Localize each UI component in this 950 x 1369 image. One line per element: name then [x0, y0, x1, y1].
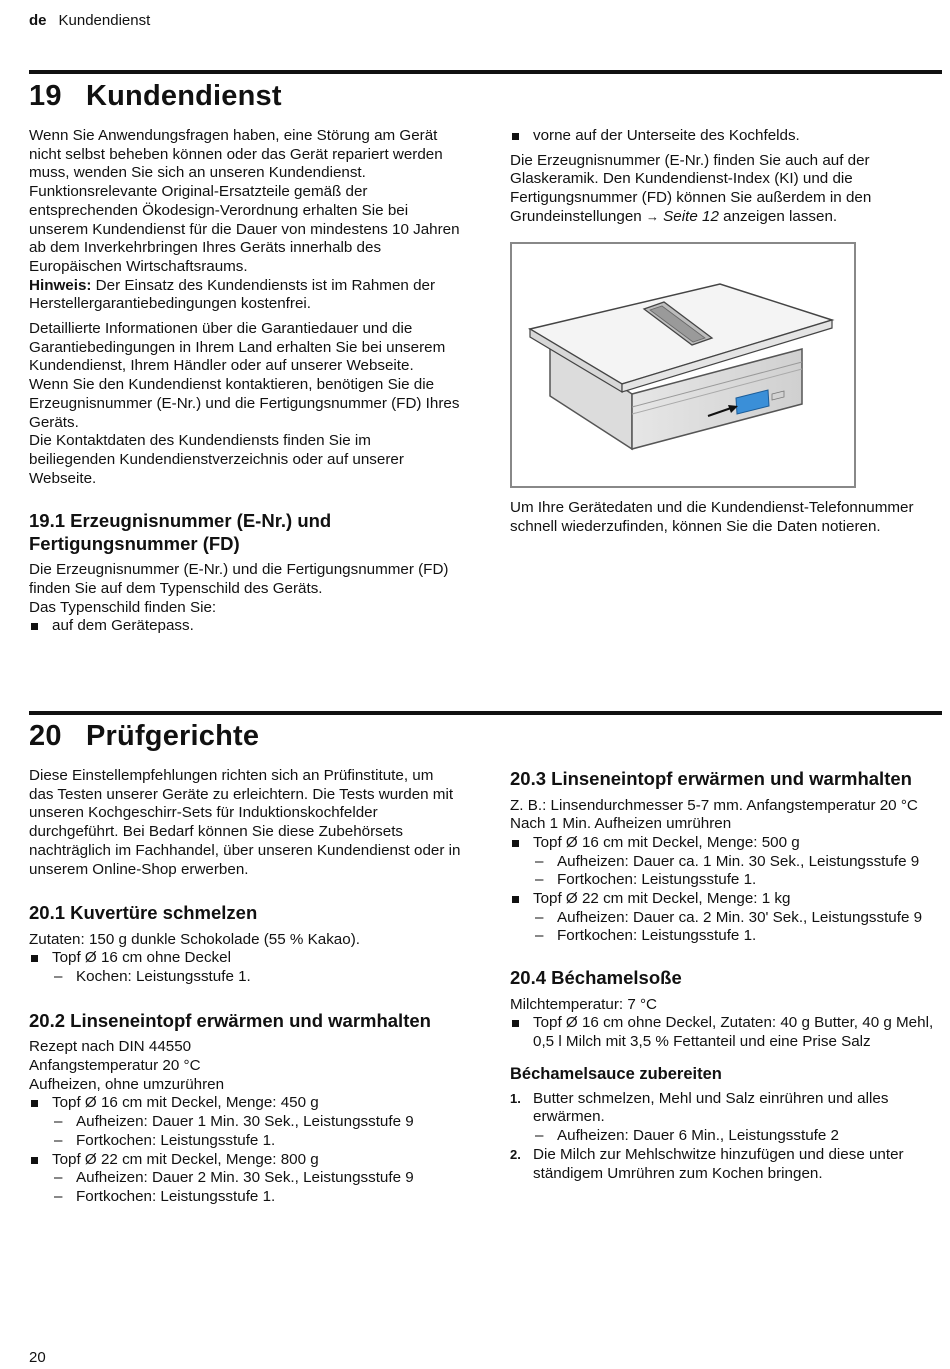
paragraph: Diese Einstellempfehlungen richten sich an Prüfinstitute, um das Testen unserer Geräte zu erleichtern. Die Tests wurden mit unseren Kochgeschirr-Sets für Induktionskochfelder durchgeführt. Bei Bedarf können Sie diese Zubehörsets nachträglich im Fachhandel, über unseren Kundendienst oder in unserem Online-Shop erwerben.: [29, 767, 461, 878]
page-link[interactable]: Seite 12: [658, 207, 719, 225]
sec19-right-column: [510, 127, 930, 227]
paragraph: Das Typenschild finden Sie:: [29, 598, 217, 616]
page-number: 20: [29, 1349, 46, 1366]
paragraph: Zutaten: 150 g dunkle Schokolade (55 % Kakao).: [29, 930, 360, 948]
hint-label: Hinweis:: [29, 276, 92, 294]
step-text: Butter schmelzen, Mehl und Salz einrühren und alles erwärmen.: [533, 1089, 889, 1126]
chapter-number: 20: [29, 720, 62, 752]
chapter-name: Prüfgerichte: [86, 720, 260, 752]
paragraph: Z. B.: Linsendurchmesser 5-7 mm. Anfangstemperatur 20 °C: [510, 796, 918, 814]
dash-item: – Aufheizen: Dauer ca. 1 Min. 30 Sek., Leistungsstufe 9: [510, 853, 935, 872]
chapter-name: Kundendienst: [86, 80, 282, 112]
step-text: Die Milch zur Mehlschwitze hinzufügen und diese unter ständigem Umrühren zum Kochen bringen.: [533, 1145, 904, 1182]
paragraph: Funktionsrelevante Original-Ersatzteile gemäß der entsprechenden Ökodesign-Verordnung erhalten Sie bei unserem Kundendienst für die Dauer von mindestens 10 Jahren ab dem Inverkehrbringen Ihres Geräts innerhalb des Europäischen Wirtschaftsraums.: [29, 183, 460, 275]
sec20-left-column: [29, 767, 461, 1207]
bullet-item: vorne auf der Unterseite des Kochfelds.: [510, 127, 930, 146]
paragraph: Wenn Sie Anwendungsfragen haben, eine Störung am Gerät nicht selbst beheben können oder das Gerät repariert werden muss, wenden Sie sich an unseren Kundendienst.: [29, 127, 443, 182]
paragraph: Detaillierte Informationen über die Garantiedauer und die Garantiebedingungen in Ihrem Land erhalten Sie bei unserem Kundendienst, Ihrem Händler oder auf unserer Webseite.: [29, 320, 446, 375]
numbered-step: [510, 1146, 935, 1183]
running-header: [29, 12, 150, 31]
paragraph: Die Erzeugnisnummer (E-Nr.) und die Fertigungsnummer (FD) finden Sie auf dem Typenschild des Geräts.: [29, 561, 449, 598]
dash-item: – Fortkochen: Leistungsstufe 1.: [510, 871, 935, 890]
paragraph: Rezept nach DIN 44550: [29, 1038, 192, 1056]
language-code: de: [29, 12, 47, 29]
paragraph: Nach 1 Min. Aufheizen umrühren: [510, 815, 732, 833]
paragraph: Milchtemperatur: 7 °C: [510, 995, 658, 1013]
bullet-item: Topf Ø 16 cm mit Deckel, Menge: 500 g: [510, 834, 935, 853]
bullet-item: Topf Ø 22 cm mit Deckel, Menge: 800 g: [29, 1151, 461, 1170]
chapter-title-20: [29, 719, 259, 753]
bullet-item: auf dem Gerätepass.: [29, 617, 461, 636]
sec20-right-column: [510, 768, 935, 1183]
section-rule: [29, 70, 942, 74]
header-section: Kundendienst: [58, 12, 151, 29]
dash-item: – Aufheizen: Dauer 2 Min. 30 Sek., Leistungsstufe 9: [29, 1169, 461, 1188]
paragraph: Die Kontaktdaten des Kundendiensts finden Sie im beiliegenden Kundendienstverzeichnis oder auf unserer Webseite.: [29, 432, 404, 487]
bullet-item: Topf Ø 16 cm ohne Deckel, Zutaten: 40 g Butter, 40 g Mehl, 0,5 l Milch mit 3,5 % Fettanteil und eine Prise Salz: [510, 1014, 935, 1051]
procedure-title: Béchamelsauce zubereiten: [510, 1064, 722, 1083]
bullet-item: Topf Ø 16 cm ohne Deckel: [29, 949, 461, 968]
figure-caption: [510, 499, 935, 536]
subsection-title-20-3: 20.3 Linseneintopf erwärmen und warmhalten: [510, 768, 912, 789]
subsection-title-20-4: 20.4 Béchamelsoße: [510, 967, 682, 989]
numbered-step: [510, 1090, 935, 1127]
arrow-icon: →: [645, 208, 659, 224]
dash-item: – Aufheizen: Dauer ca. 2 Min. 30' Sek., Leistungsstufe 9: [510, 909, 935, 928]
step-number: 2.: [510, 1146, 521, 1162]
dash-item: – Fortkochen: Leistungsstufe 1.: [29, 1132, 461, 1151]
paragraph: Wenn Sie den Kundendienst kontaktieren, benötigen Sie die Erzeugnisnummer (E-Nr.) und die Fertigungsnummer (FD) Ihres Geräts.: [29, 376, 460, 431]
dash-item: – Kochen: Leistungsstufe 1.: [29, 968, 461, 987]
subsection-title-19-1: 19.1 Erzeugnisnummer (E-Nr.) und Fertigungsnummer (FD): [29, 510, 332, 554]
bullet-item: Topf Ø 16 cm mit Deckel, Menge: 450 g: [29, 1094, 461, 1113]
dash-item: – Aufheizen: Dauer 6 Min., Leistungsstufe 2: [510, 1127, 935, 1146]
rating-plate-illustration: [510, 242, 856, 488]
caption-text: Um Ihre Gerätedaten und die Kundendienst-Telefonnummer schnell wiederzufinden, können Sie die Daten notieren.: [510, 499, 914, 535]
section-rule: [29, 711, 942, 715]
cooktop-illustration: [512, 244, 854, 486]
dash-item: – Fortkochen: Leistungsstufe 1.: [510, 927, 935, 946]
hint-paragraph: [29, 277, 461, 314]
dash-item: – Aufheizen: Dauer 1 Min. 30 Sek., Leistungsstufe 9: [29, 1113, 461, 1132]
step-number: 1.: [510, 1090, 521, 1106]
paragraph-with-link: Die Erzeugnisnummer (E-Nr.) finden Sie auch auf der Glaskeramik. Den Kundendienst-Index (KI) und die Fertigungsnummer (FD) können Sie außerdem in den Grundeinstellungen → Seite 12 anzeigen lassen.: [510, 151, 872, 225]
hint-text: Der Einsatz des Kundendiensts ist im Rahmen der Herstellergarantiebedingungen kostenfrei.: [29, 276, 436, 313]
chapter-title-19: [29, 79, 282, 113]
paragraph: Anfangstemperatur 20 °C: [29, 1057, 201, 1075]
bullet-item: Topf Ø 22 cm mit Deckel, Menge: 1 kg: [510, 890, 935, 909]
paragraph: Aufheizen, ohne umzurühren: [29, 1075, 225, 1093]
subsection-title-20-2: 20.2 Linseneintopf erwärmen und warmhalten: [29, 1009, 431, 1031]
chapter-number: 19: [29, 80, 62, 112]
subsection-title-20-1: 20.1 Kuvertüre schmelzen: [29, 902, 258, 924]
dash-item: – Fortkochen: Leistungsstufe 1.: [29, 1188, 461, 1207]
sec19-left-column: [29, 127, 461, 636]
